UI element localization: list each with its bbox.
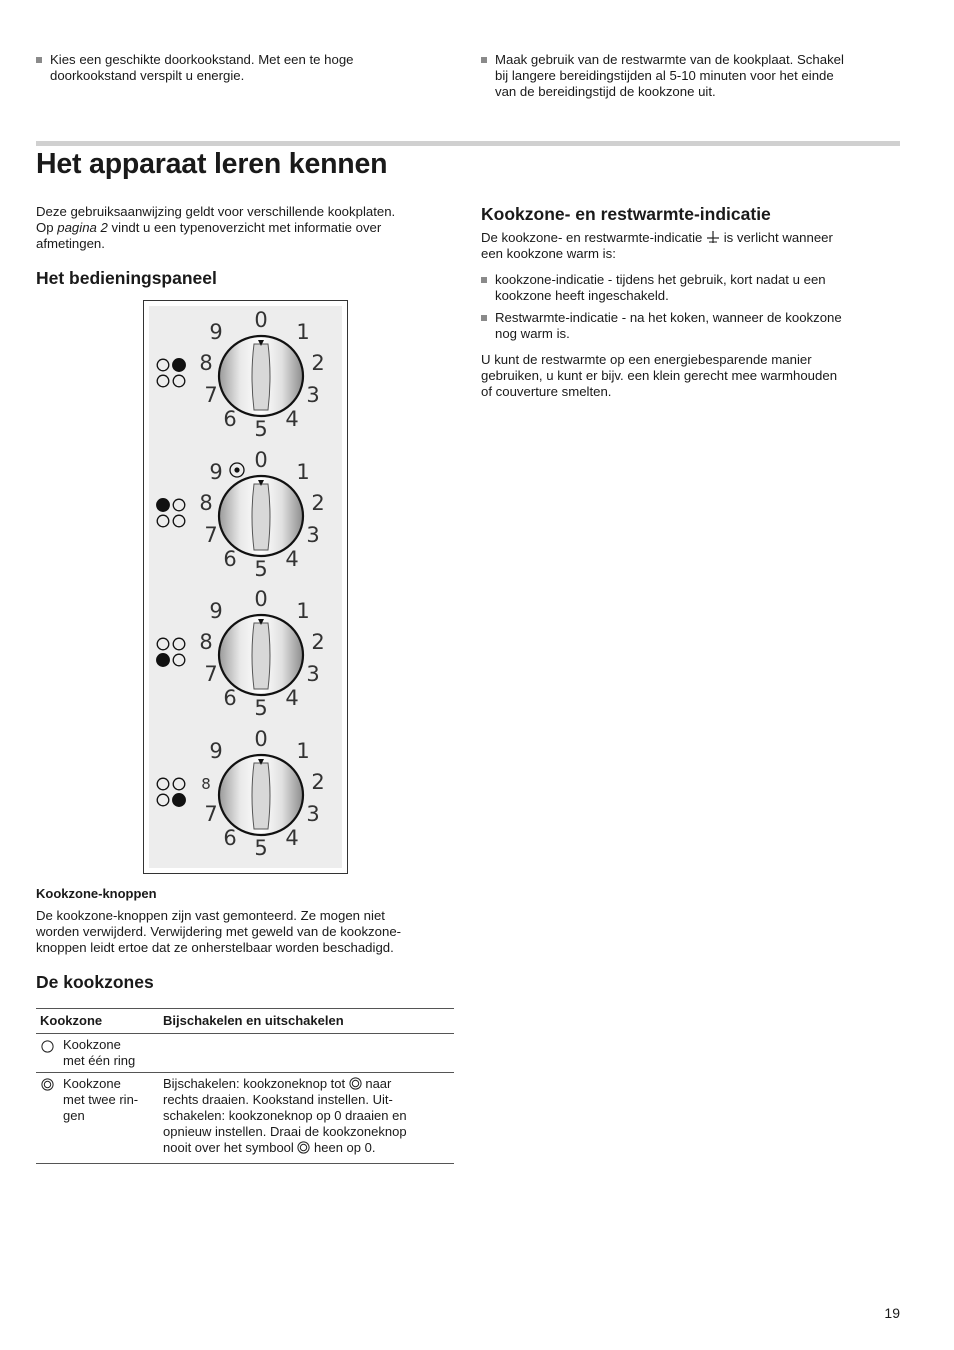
control-panel-drawing — [149, 306, 342, 868]
dial-number: 3 — [306, 662, 320, 686]
knob-grip — [252, 623, 270, 689]
knob-grip — [252, 484, 270, 550]
column-header-kookzone: Kookzone — [40, 1013, 103, 1028]
dial-number: 7 — [204, 523, 218, 547]
dial-number: 7 — [204, 383, 218, 407]
page-title: Het apparaat leren kennen — [36, 148, 388, 180]
table-header — [36, 1009, 454, 1034]
dial-number: 2 — [311, 770, 325, 794]
kookzones-table — [36, 1008, 454, 1164]
dial-number: 4 — [285, 686, 299, 710]
dial-number: 1 — [296, 739, 310, 763]
dial-number: 0 — [254, 308, 268, 332]
dial-number: 5 — [254, 696, 268, 720]
heading-indicatie: Kookzone- en restwarmte-indicatie — [481, 204, 771, 224]
heading-bedieningspaneel: Het bedieningspaneel — [36, 268, 217, 288]
indicatie-intro: De kookzone- en restwarmte-indicatie is verlicht wanneer een kookzone warm is: — [481, 230, 833, 261]
double-ring-icon — [297, 1141, 310, 1154]
dial-number: 8 — [199, 491, 213, 515]
top-bullet-2: Maak gebruik van de restwarmte van de kookplaat. Schakel bij langere bereidingstijden al 5-10 minuten voor het einde van de bereidingstijd de kookzone uit. — [481, 52, 844, 100]
dial-number: 6 — [223, 686, 237, 710]
dial-number: 2 — [311, 630, 325, 654]
dial-number: 4 — [285, 826, 299, 850]
top-bullet-1: Kies een geschikte doorkookstand. Met een te hoge doorkookstand verspilt u energie. — [36, 52, 354, 84]
cooking-zone-knob — [157, 308, 324, 441]
dial-number: 5 — [254, 557, 268, 581]
section-divider — [36, 141, 900, 146]
indicatie-paragraph: U kunt de restwarmte op een energiebesparende manier gebruiken, u kunt er bijv. een klein gerecht mee warmhouden of couverture smelten. — [481, 352, 838, 399]
dial-number: 0 — [254, 448, 268, 472]
dial-number: 8 — [201, 775, 211, 793]
indicatie-bullet-1: kookzone-indicatie - tijdens het gebruik, kort nadat u een kookzone heeft ingeschakeld. — [481, 272, 826, 304]
control-panel-illustration — [143, 300, 348, 874]
intro-paragraph: Deze gebruiksaanwijzing geldt voor verschillende kookplaten. Op pagina 2 vindt u een typenoverzicht met informatie over afmetingen. — [36, 204, 396, 251]
knoppen-paragraph: De kookzone-knoppen zijn vast gemonteerd. Ze mogen niet worden verwijderd. Verwijdering met geweld van de kookzone- knoppen leidt ertoe dat ze onherstelbaar worden beschadigd. — [36, 908, 402, 955]
table-row: Kookzone met twee rin- gen Bijschakelen: kookzoneknop tot naar rechts draaien. Kookstand instellen. Uit- schakelen: kookzoneknop op 0 draaien en opnieuw instellen. Draai de kookzoneknop nooit over het symbool heen op 0. — [36, 1073, 454, 1164]
zone-position-indicator — [157, 638, 185, 666]
dial-number: 9 — [209, 460, 223, 484]
dial-number: 6 — [223, 407, 237, 431]
knob-grip — [252, 763, 270, 829]
double-ring-symbol-icon — [230, 463, 244, 477]
dial-number: 9 — [209, 320, 223, 344]
cooking-zone-knob — [157, 727, 324, 860]
dial-number: 8 — [199, 630, 213, 654]
heading-de-kookzones: De kookzones — [36, 972, 154, 992]
dial-number: 1 — [296, 460, 310, 484]
zone-position-indicator — [157, 499, 185, 527]
zone-position-indicator — [157, 778, 185, 806]
dial-number: 7 — [204, 802, 218, 826]
residual-heat-indicator-icon — [706, 230, 720, 244]
dial-number: 8 — [199, 351, 213, 375]
dial-number: 1 — [296, 599, 310, 623]
dial-number: 6 — [223, 547, 237, 571]
cooking-zone-knob — [157, 587, 325, 720]
double-ring-icon — [349, 1077, 362, 1090]
page-reference-link[interactable]: pagina 2 — [57, 220, 108, 235]
table-row: Kookzone met één ring — [36, 1034, 454, 1073]
dial-number: 9 — [209, 599, 223, 623]
cooking-zone-knob — [157, 448, 325, 581]
single-ring-icon — [41, 1040, 54, 1053]
dial-number: 7 — [204, 662, 218, 686]
dial-number: 2 — [311, 491, 325, 515]
dial-number: 2 — [311, 351, 325, 375]
zone-position-indicator — [157, 359, 185, 387]
dial-number: 5 — [254, 417, 268, 441]
dial-number: 9 — [209, 739, 223, 763]
heading-kookzone-knoppen: Kookzone-knoppen — [36, 886, 157, 901]
dial-number: 0 — [254, 587, 268, 611]
knob-grip — [252, 344, 270, 410]
dial-number: 5 — [254, 836, 268, 860]
dial-number: 0 — [254, 727, 268, 751]
dial-number: 4 — [285, 547, 299, 571]
page-number: 19 — [884, 1305, 900, 1321]
dial-number: 3 — [306, 383, 320, 407]
dial-number: 3 — [306, 523, 320, 547]
dial-number: 4 — [285, 407, 299, 431]
dial-number: 1 — [296, 320, 310, 344]
dial-number: 3 — [306, 802, 320, 826]
dial-number: 6 — [223, 826, 237, 850]
column-header-schakelen: Bijschakelen en uitschakelen — [163, 1013, 344, 1028]
indicatie-bullet-2: Restwarmte-indicatie - na het koken, wanneer de kookzone nog warm is. — [481, 310, 842, 342]
double-ring-icon — [41, 1078, 54, 1091]
